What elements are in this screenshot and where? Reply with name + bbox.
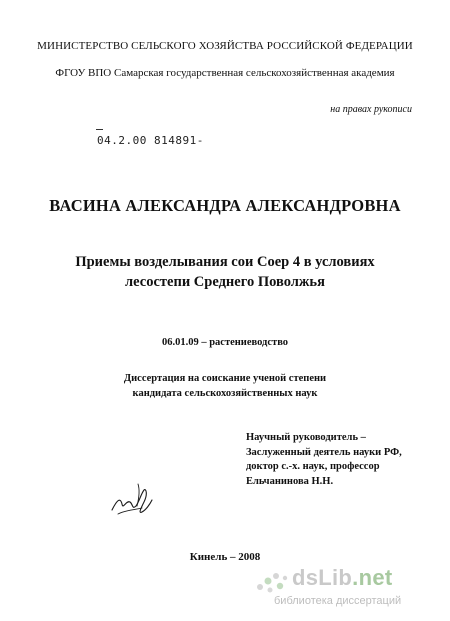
- degree-statement: [0, 371, 450, 401]
- academy-name: ФГОУ ВПО Самарская государственная сельскохозяйственная академия: [55, 67, 395, 79]
- degree-line-2: кандидата сельскохозяйственных наук: [132, 388, 318, 399]
- stamp-mark: [96, 129, 103, 133]
- city-year: Кинель – 2008: [189, 551, 261, 563]
- ministry-heading: МИНИСТЕРСТВО СЕЛЬСКОГО ХОЗЯЙСТВА РОССИЙСКОЙ ФЕДЕРАЦИИ: [37, 40, 413, 52]
- watermark-subtitle: библиотека диссертаций: [274, 595, 402, 607]
- watermark: [254, 565, 444, 615]
- specialty-code: 06.01.09 – растениеводство: [161, 337, 289, 348]
- supervisor-line-3: доктор с.-х. наук, профессор: [246, 461, 380, 472]
- watermark-logo-text: [292, 565, 392, 591]
- supervisor-line-1: Научный руководитель –: [246, 432, 366, 443]
- rights-note: на правах рукописи: [330, 104, 412, 115]
- handwritten-signature: [108, 480, 156, 520]
- supervisor-block: [246, 431, 402, 489]
- supervisor-line-4: Ельчанинова Н.Н.: [246, 475, 334, 487]
- library-stamp-number: 04.2.00 814891-: [97, 134, 204, 147]
- watermark-logo-tld: .net: [352, 565, 393, 590]
- watermark-logo-icon: [254, 569, 290, 595]
- degree-line-1: Диссертация на соискание ученой степени: [123, 373, 327, 384]
- title-line-2: лесостепи Среднего Поволжья: [125, 274, 325, 290]
- author-name: ВАСИНА АЛЕКСАНДРА АЛЕКСАНДРОВНА: [49, 196, 401, 215]
- title-line-1: Приемы возделывания сои Соер 4 в условиях: [75, 254, 375, 270]
- watermark-logo-main: dsLib: [292, 565, 353, 590]
- dissertation-title: [0, 252, 450, 292]
- supervisor-line-2: Заслуженный деятель науки РФ,: [246, 446, 402, 458]
